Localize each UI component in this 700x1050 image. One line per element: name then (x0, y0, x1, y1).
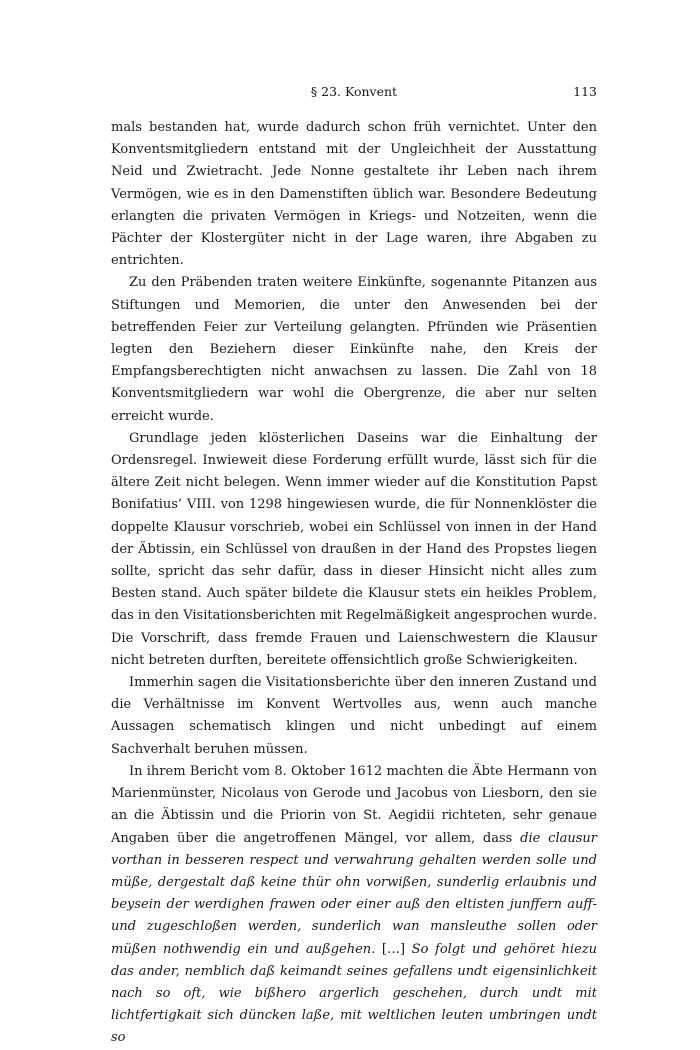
body-text (111, 117, 597, 1050)
quotation-2: So folgt und gehöret hiezu das ander, nemblich daß keimandt seines gefallens undt eigensinlichkeit nach so oft, wie bißhero argerlich geschehen, durch undt mit lichtfertigkait sich düncken laße, mit weltlichen leuten umbringen undt so (111, 941, 597, 1046)
paragraph-1: mals bestanden hat, wurde dadurch schon früh vernichtet. Unter den Konventsmitgliedern entstand mit der Ungleichheit der Ausstattung Neid und Zwietracht. Jede Nonne gestaltete ihr Leben nach ihrem Vermögen, wie es in den Damenstiften üblich war. Besondere Bedeutung erlangten die privaten Vermögen in Kriegs- und Notzeiten, wenn die Pächter der Klostergüter nicht in der Lage waren, ihre Abgaben zu entrichten. (111, 120, 597, 269)
page-number: 113 (573, 84, 597, 99)
running-head (111, 84, 597, 104)
paragraph-4: Immerhin sagen die Visitationsberichte über den inneren Zustand und die Verhältnisse im Konvent Wertvolles aus, wenn auch manche Aussagen schematisch klingen und nicht unbedingt auf einem Sachverhalt beruhen müssen. (111, 675, 597, 757)
section-title: § 23. Konvent (310, 84, 398, 99)
quotation-1: die clausur vorthan in besseren respect und verwahrung gehalten werden solle und müße, dergestalt daß keine thür ohn vorwißen, sunderlig erlaubnis und beysein der werdighen frawen oder einer auß den eltisten junffern auff- und zugeschloßen werden, sunderlich wan mansleuthe sollen oder müßen nothwendig ein und außgehen (111, 830, 597, 957)
paragraph-5-text: In ihrem Bericht vom 8. Oktober 1612 machten die Äbte Hermann von Marienmünster, Nicolaus von Gerode und Jacobus von Liesborn, den sie an die Äbtissin und die Priorin von St. Aegidii richteten, sehr genaue Angaben über die angetroffenen Mängel, vor allem, dass (111, 763, 597, 846)
paragraph-3: Grundlage jeden klösterlichen Daseins war die Einhaltung der Ordensregel. Inwieweit diese Forderung erfüllt wurde, lässt sich für die ältere Zeit nicht belegen. Wenn immer wieder auf die Konstitution Papst Bonifatius’ VIII. von 1298 hingewiesen wurde, die für Nonnenklöster die doppelte Klausur vorschrieb, wobei ein Schlüssel von innen in der Hand der Äbtissin, ein Schlüssel von draußen in der Hand des Propstes liegen sollte, spricht das sehr dafür, dass in dieser Hinsicht nicht alles zum Besten stand. Auch später bildete die Klausur stets ein heikles Problem, das in den Visitationsberichten mit Regelmäßigkeit angesprochen wurde. Die Vorschrift, dass fremde Frauen und Laienschwestern die Klausur nicht betreten durften, bereitete offensichtlich große Schwierigkeiten. (111, 430, 597, 668)
paragraph-5 (111, 761, 597, 1050)
ellipsis: . […] (371, 941, 412, 957)
paragraph-2: Zu den Präbenden traten weitere Einkünfte, sogenannte Pitanzen aus Stiftungen und Memorien, die unter den Anwesenden bei der betreffenden Feier zur Verteilung gelangten. Pfründen wie Präsentien legten den Beziehern dieser Einkünfte nahe, den Kreis der Empfangsberechtigten nicht anwachsen zu lassen. Die Zahl von 18 Konventsmitgliedern war wohl die Obergrenze, die aber nur selten erreicht wurde. (111, 275, 597, 424)
